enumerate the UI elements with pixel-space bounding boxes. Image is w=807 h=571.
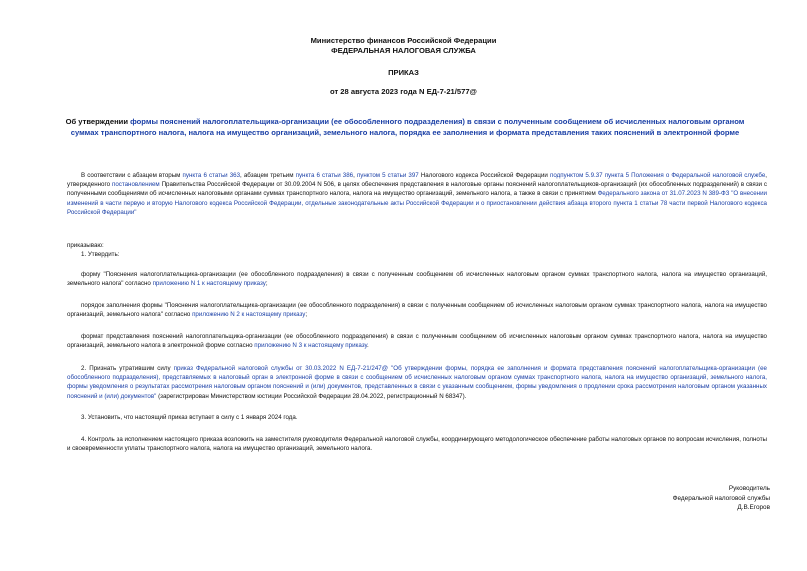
item-2-link[interactable]: приказ Федеральной налоговой службы от 30.03.2022 N ЕД-7-21/247@ "Об утверждении формы, порядка ее заполнения и формата представления пояснений налогоплательщика-организации (ее обособленного подразделения), представляемых в налоговый орган в электронной форме в связи с сообщением об исчисленных налоговым органом суммах транспортного налога, налога на имущество организаций, земельного налога, формы уведомления о результатах рассмотрения налоговым органом пояснений и (или) документов, представленных в связи с указанным сообщением, формы уведомления о продлении срока рассмотрения налоговым органом указанных пояснений и (или) документов" xyxy=(67,365,767,400)
procedure-link[interactable]: приложению N 2 к настоящему приказу xyxy=(192,311,306,319)
preamble-link[interactable]: Федерального закона от 31.07.2023 N 389-ФЗ "О внесении изменений в части первую и вторую Налогового кодекса Российской Федерации, отдельные законодательные акты Российской Федерации и о приостановлении действия абзаца второго пункта 1 статьи 78 части первой Налогового кодекса Российской Федерации" xyxy=(67,190,767,216)
preamble-text: В соответствии с абзацем вторым xyxy=(81,172,183,179)
procedure-text: ; xyxy=(305,311,308,319)
service-name: ФЕДЕРАЛЬНАЯ НАЛОГОВАЯ СЛУЖБА xyxy=(331,46,476,55)
document-header xyxy=(0,36,807,56)
signature-organization: Федеральной налоговой службы xyxy=(672,494,770,502)
format-text: формат представления пояснений налогоплательщика-организации (ее обособленного подразделения) в связи с полученным сообщением об исчисленных налоговым органом суммах транспортного налога, налога на имущество организаций, земельного налога в электронной форме согласно xyxy=(67,333,767,350)
preamble-link[interactable]: подпунктом 5.9.37 пункта 5 Положения о Федеральной налоговой службе xyxy=(549,172,766,179)
preamble-link[interactable]: постановлением xyxy=(111,181,160,189)
preamble-paragraph xyxy=(67,171,767,217)
ministry-name: Министерство финансов Российской Федерации xyxy=(310,36,497,45)
procedure-text: порядок заполнения формы "Пояснения налогоплательщика-организации (ее обособленного подразделения) в связи с полученным сообщением об исчисленных налоговым органом суммах транспортного налога, налога на имущество организаций, земельного налога" согласно xyxy=(67,302,767,319)
item-3: 3. Установить, что настоящий приказ вступает в силу с 1 января 2024 года. xyxy=(81,414,298,421)
signature-block xyxy=(673,484,770,513)
title-prefix: Об утверждении xyxy=(65,117,131,126)
item-4: 4. Контроль за исполнением настоящего приказа возложить на заместителя руководителя Федеральной налоговой службы, координирующего методологическое обеспечение работы налоговых органов по вопросам исчисления, полноты и своевременности уплаты транспортного налога, налога на имущество организаций, земельного налога. xyxy=(67,436,767,453)
title-link[interactable]: формы пояснений налогоплательщика-организации (ее обособленного подразделения) в связи с полученным сообщением об исчисленных налоговым органом суммах транспортного налога, налога на имущество организаций, земельного налога, порядка ее заполнения и формата представления таких пояснений в электронной форме xyxy=(70,117,745,137)
form-text: ; xyxy=(265,280,268,288)
procedure-paragraph xyxy=(67,301,767,319)
preamble-text: Правительства Российской Федерации от 30.09.2004 N 506, в целях обеспечения представления в налоговые органы пояснений налогоплательщиков-организаций (их обособленных подразделений) в связи с полученными сообщениями об исчисленных налоговыми органами суммах транспортного налога, налога на имущество организаций, земельного налога, а также в связи с принятием xyxy=(67,181,767,198)
item-1: 1. Утвердить: xyxy=(81,251,120,258)
form-link[interactable]: приложению N 1 к настоящему приказу xyxy=(152,280,266,288)
preamble-link[interactable]: пунктом 5 статьи 397 xyxy=(356,172,419,179)
preamble-link[interactable]: пункта 6 статьи 386 xyxy=(295,172,354,179)
preamble-text: , абзацем третьим xyxy=(240,172,296,179)
signature-name: Д.В.Егоров xyxy=(737,504,770,512)
preamble-text: Налогового кодекса Российской Федерации xyxy=(418,172,550,179)
preamble-link[interactable]: пункта 6 статьи 363 xyxy=(182,172,241,179)
document-date-number: от 28 августа 2023 года N ЕД-7-21/577@ xyxy=(330,87,477,96)
preamble-text: , утвержденного xyxy=(67,172,767,189)
format-link[interactable]: приложению N 3 к настоящему приказу xyxy=(254,342,367,350)
orders-line: приказываю: xyxy=(67,242,104,249)
format-paragraph xyxy=(67,332,767,350)
form-paragraph xyxy=(67,270,767,288)
signature-position: Руководитель xyxy=(728,485,770,492)
item-2-text: 2. Признать утратившим силу xyxy=(81,365,174,372)
item-2-paragraph xyxy=(67,364,767,401)
format-text: . xyxy=(366,342,369,350)
document-title xyxy=(60,116,750,138)
document-type: ПРИКАЗ xyxy=(388,68,419,77)
preamble-text: , xyxy=(353,172,357,179)
form-text: форму "Пояснения налогоплательщика-организации (ее обособленного подразделения) в связи с полученным сообщением об исчисленных налоговым органом суммах транспортного налога, налога на имущество организаций, земельного налога" согласно xyxy=(67,271,767,288)
item-2-text: (зарегистрирован Министерством юстиции Российской Федерации 28.04.2022, регистрационный N 68347). xyxy=(156,392,467,400)
